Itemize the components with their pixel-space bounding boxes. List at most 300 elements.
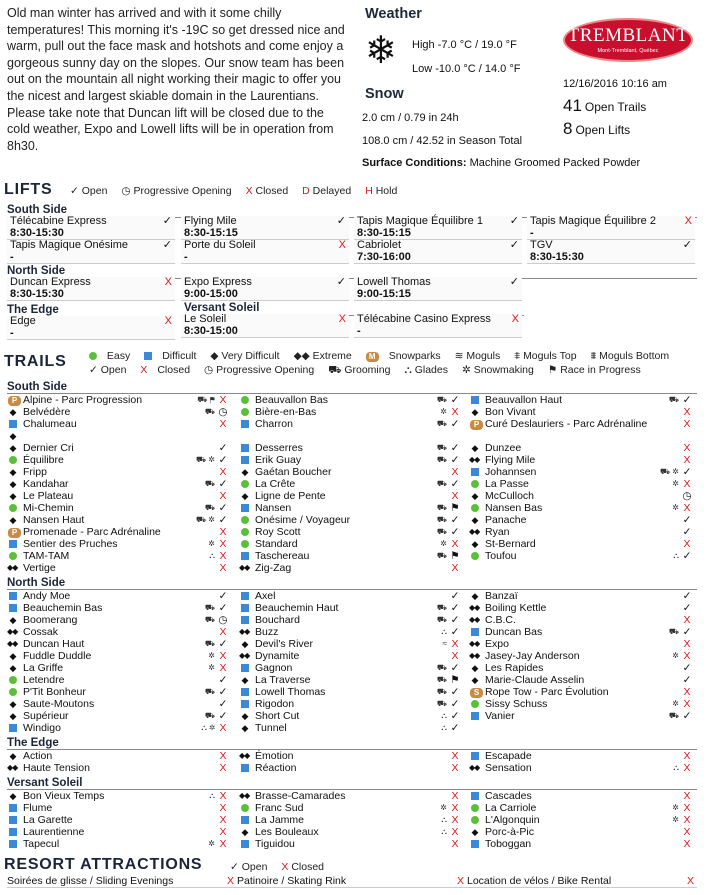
trail-row[interactable] — [239, 762, 463, 774]
trail-legend-snowparks: M Snowparks — [366, 350, 448, 362]
trail-row[interactable] — [239, 466, 463, 478]
trail-features: ✲ — [672, 651, 679, 660]
weather-title: Weather — [365, 6, 422, 22]
trail-row[interactable] — [469, 502, 695, 514]
trail-row[interactable] — [7, 406, 231, 418]
trail-row[interactable] — [469, 490, 695, 502]
trail-status-icon: ✓ — [450, 418, 460, 430]
trail-features: ⛟ — [436, 503, 447, 512]
temp-low: Low -10.0 °C / 14.0 °F — [412, 63, 521, 75]
trail-name: Kandahar — [23, 478, 69, 490]
trail-row[interactable] — [469, 418, 695, 430]
trail-status-icon: ✓ — [682, 394, 692, 406]
trail-name: Tapecul — [23, 838, 60, 850]
trail-features: ⛬ — [441, 627, 447, 636]
lift-hours: 9:00-15:15 — [357, 288, 411, 300]
trail-features: ✲ — [440, 803, 447, 812]
trail-row[interactable] — [7, 638, 231, 650]
trail-row[interactable] — [469, 590, 695, 602]
trail-legend-moguls-top: ⩨ Moguls Top — [514, 350, 577, 362]
trail-features: ✲ — [208, 651, 215, 660]
easy-icon — [8, 502, 18, 514]
very-difficult-icon: ◆ — [9, 479, 17, 489]
trail-row[interactable] — [469, 662, 695, 674]
lift-row[interactable] — [7, 316, 175, 340]
trail-row[interactable] — [7, 590, 231, 602]
trail-name: Alpine - Parc Progression — [23, 394, 143, 406]
trail-features: ⛟ — [436, 443, 447, 452]
trail-status-icon: ✓ — [218, 710, 228, 722]
snowpark-icon: P — [8, 394, 18, 406]
trail-row[interactable] — [239, 454, 463, 466]
trail-legend-race-in-progress: ⚑ Race in Progress — [547, 364, 641, 376]
trail-status-icon: X — [451, 538, 459, 550]
trail-status-icon: ✓ — [450, 722, 460, 734]
snowpark-icon: S — [470, 686, 480, 698]
lift-row[interactable] — [354, 277, 522, 301]
trail-features: ⛟ — [204, 639, 215, 648]
trail-row[interactable] — [469, 466, 695, 478]
lift-row[interactable] — [181, 216, 349, 240]
trail-features: ✲ — [440, 407, 447, 416]
trail-section-title: The Edge — [7, 737, 59, 749]
lift-hours: 8:30-15:15 — [357, 227, 411, 239]
trail-row[interactable] — [239, 826, 463, 838]
trail-row[interactable] — [7, 550, 231, 562]
trail-row[interactable] — [469, 762, 695, 774]
trail-legend-label: Snowmaking — [473, 364, 534, 376]
trail-status-icon: X — [219, 650, 227, 662]
extreme-icon: ◆◆ — [7, 627, 18, 636]
trail-row[interactable] — [469, 626, 695, 638]
trail-row[interactable] — [469, 686, 695, 698]
lift-status-open-icon: ✓ — [682, 239, 692, 251]
trail-status-icon: ◷ — [218, 614, 228, 626]
extreme-icon: ◆◆ — [7, 639, 18, 648]
trail-row[interactable] — [469, 650, 695, 662]
trail-row[interactable] — [239, 442, 463, 454]
extreme-icon: ◆◆ — [469, 455, 480, 464]
lift-row[interactable] — [354, 216, 522, 240]
trail-legend-moguls: ≋ Moguls — [454, 350, 501, 362]
trail-legend-closed: X Closed — [140, 364, 191, 376]
trail-row[interactable] — [239, 418, 463, 430]
attractions-heading: RESORT ATTRACTIONS — [4, 856, 203, 873]
trail-row[interactable] — [469, 454, 695, 466]
trail-status-icon: ✓ — [450, 442, 460, 454]
trail-row[interactable] — [7, 626, 231, 638]
trail-row[interactable] — [7, 698, 231, 710]
trail-name: Flying Mile — [485, 454, 536, 466]
trail-row[interactable] — [469, 538, 695, 550]
trail-name: Panache — [485, 514, 527, 526]
trail-row[interactable] — [239, 590, 463, 602]
trail-legend-difficult — [144, 350, 203, 362]
trail-status-icon: X — [219, 802, 227, 814]
trail-row[interactable] — [239, 638, 463, 650]
trail-legend-label: Extreme — [312, 350, 352, 362]
trail-features: ✲ — [672, 479, 679, 488]
trail-status-icon: ✓ — [218, 442, 228, 454]
surface-conditions — [362, 157, 640, 169]
easy-icon — [470, 698, 480, 710]
trail-status-icon: ✓ — [450, 514, 460, 526]
trail-row[interactable] — [239, 502, 463, 514]
trail-legend-label: Moguls Top — [523, 350, 577, 362]
trail-row[interactable] — [469, 526, 695, 538]
trail-features: ⛟ — [204, 407, 215, 416]
very-difficult-icon: ◆ — [9, 663, 17, 673]
section-title: The Edge — [7, 304, 59, 316]
very-difficult-icon: ◆ — [9, 751, 17, 761]
very-difficult-icon: ◆ — [9, 491, 17, 501]
trail-row[interactable] — [239, 790, 463, 802]
trail-row[interactable] — [239, 478, 463, 490]
trail-features: ⛟ — [668, 627, 679, 636]
trail-row[interactable] — [7, 394, 231, 406]
trail-name: Équilibre — [23, 454, 64, 466]
trail-row[interactable] — [469, 478, 695, 490]
lift-legend-open: ✓ Open — [70, 185, 108, 197]
trail-status-icon: X — [219, 550, 227, 562]
trail-row[interactable] — [7, 674, 231, 686]
trail-row[interactable] — [469, 838, 695, 850]
trail-features: ✲ — [672, 503, 679, 512]
lift-row[interactable] — [527, 216, 695, 240]
trail-legend-very-difficult: ◆ Very Difficult — [210, 350, 280, 362]
trail-row[interactable] — [7, 562, 231, 574]
lift-row[interactable] — [181, 240, 349, 264]
trail-name: Les Bouleaux — [255, 826, 319, 838]
trail-row[interactable] — [469, 614, 695, 626]
lift-row[interactable] — [7, 216, 175, 240]
difficult-icon — [470, 626, 480, 638]
trail-row[interactable] — [7, 614, 231, 626]
trail-row[interactable] — [7, 790, 231, 802]
trail-status-icon: X — [219, 490, 227, 502]
trail-row[interactable] — [239, 490, 463, 502]
trail-status-icon: X — [219, 526, 227, 538]
open-trails-count: 41 — [563, 96, 582, 115]
lift-row[interactable] — [181, 314, 349, 338]
lift-name: Cabriolet — [357, 239, 402, 251]
trail-row[interactable] — [7, 538, 231, 550]
trail-row[interactable] — [239, 526, 463, 538]
trail-row[interactable] — [7, 442, 231, 454]
lift-name: TGV — [530, 239, 553, 251]
trail-row[interactable] — [469, 698, 695, 710]
trail-row[interactable] — [469, 406, 695, 418]
attr-legend-label: Closed — [291, 861, 325, 873]
attraction-row[interactable] — [237, 875, 467, 888]
trail-row[interactable] — [7, 722, 231, 734]
lift-status-open-icon: ✓ — [336, 215, 346, 227]
trail-row[interactable] — [239, 406, 463, 418]
trail-row[interactable] — [239, 674, 463, 686]
trail-status-icon: ✓ — [450, 698, 460, 710]
trail-row[interactable] — [7, 750, 231, 762]
trail-name: Gaétan Boucher — [255, 466, 332, 478]
difficult-icon — [8, 838, 18, 850]
trail-row[interactable] — [7, 526, 231, 538]
trail-status-icon: ✓ — [682, 626, 692, 638]
trail-row[interactable] — [469, 674, 695, 686]
very-difficult-icon: ◆ — [471, 407, 479, 417]
trail-row[interactable] — [239, 562, 463, 574]
trail-name: Bière-en-Bas — [255, 406, 317, 418]
trail-row[interactable] — [469, 750, 695, 762]
trail-row[interactable] — [239, 602, 463, 614]
tremblant-logo[interactable] — [563, 18, 693, 62]
difficult-icon — [470, 838, 480, 850]
trail-row[interactable] — [239, 814, 463, 826]
trail-name: Duncan Haut — [23, 638, 85, 650]
trail-name: Tiguidou — [255, 838, 295, 850]
trail-name: La Passe — [485, 478, 529, 490]
trail-status-icon: ✓ — [218, 698, 228, 710]
trail-name: Dunzee — [485, 442, 522, 454]
trail-row[interactable] — [7, 514, 231, 526]
trail-row[interactable] — [469, 826, 695, 838]
trail-legend-label: Difficult — [162, 350, 197, 362]
trail-status-icon: ◷ — [682, 490, 692, 502]
trail-row[interactable] — [7, 502, 231, 514]
trail-status-icon: ✓ — [450, 454, 460, 466]
trail-name: Fuddle Duddle — [23, 650, 92, 662]
trail-status-icon: X — [451, 562, 459, 574]
trail-row[interactable] — [239, 514, 463, 526]
trail-name: Bon Vieux Temps — [23, 790, 105, 802]
trail-row[interactable] — [239, 650, 463, 662]
trail-row[interactable] — [7, 466, 231, 478]
trail-row[interactable] — [239, 538, 463, 550]
extreme-icon: ◆◆ — [239, 751, 250, 760]
difficult-icon — [8, 590, 18, 602]
weather-panel — [362, 6, 560, 147]
trail-status-icon: X — [219, 826, 227, 838]
trail-features: ⛟ — [436, 551, 447, 560]
trail-name: TAM-TAM — [23, 550, 70, 562]
trail-row[interactable] — [469, 790, 695, 802]
difficult-icon — [240, 838, 250, 850]
trail-name: Roy Scott — [255, 526, 301, 538]
lift-row[interactable] — [181, 277, 349, 301]
snowpark-icon: P — [470, 418, 480, 430]
trail-status-icon: X — [451, 838, 459, 850]
attraction-name: Patinoire / Skating Rink — [237, 875, 347, 887]
trail-row[interactable] — [469, 394, 695, 406]
trail-status-icon: X — [451, 406, 459, 418]
trail-name: Réaction — [255, 762, 297, 774]
lift-name: Flying Mile — [184, 215, 237, 227]
lift-row[interactable] — [527, 240, 695, 264]
extreme-icon: ◆◆ — [239, 627, 250, 636]
trail-row[interactable] — [7, 710, 231, 722]
trail-row[interactable] — [7, 826, 231, 838]
trail-row[interactable] — [239, 722, 463, 734]
trail-status-icon: ✓ — [682, 514, 692, 526]
lift-name: Expo Express — [184, 276, 252, 288]
trail-row[interactable] — [469, 442, 695, 454]
trail-row[interactable] — [469, 814, 695, 826]
lift-status-closed-icon: X — [164, 276, 172, 288]
very-difficult-icon: ◆ — [9, 651, 17, 661]
snow-title: Snow — [365, 86, 404, 102]
trail-status-icon: X — [451, 826, 459, 838]
very-difficult-icon: ◆ — [471, 675, 479, 685]
trail-name: Sentier des Pruches — [23, 538, 118, 550]
trail-status-icon: X — [683, 650, 691, 662]
trail-row[interactable] — [239, 394, 463, 406]
lift-row[interactable] — [354, 314, 522, 338]
trail-features: ✲ — [672, 803, 679, 812]
trail-row[interactable] — [239, 614, 463, 626]
trail-row[interactable] — [239, 662, 463, 674]
trail-row — [7, 430, 231, 442]
very-difficult-icon: ◆ — [241, 639, 249, 649]
trail-name: Desserres — [255, 442, 303, 454]
trail-row[interactable] — [7, 418, 231, 430]
trail-row[interactable] — [469, 710, 695, 722]
attr-legend-closed: X Closed — [281, 861, 325, 873]
trail-status-icon: X — [683, 790, 691, 802]
trail-name: Expo — [485, 638, 509, 650]
trail-row[interactable] — [7, 802, 231, 814]
trail-features: ⛟ — [436, 615, 447, 624]
trail-name: Dernier Cri — [23, 442, 74, 454]
trail-name: Sissy Schuss — [485, 698, 548, 710]
trail-row[interactable] — [239, 710, 463, 722]
trail-status-icon: X — [451, 814, 459, 826]
trail-row[interactable] — [7, 838, 231, 850]
easy-icon — [240, 514, 250, 526]
trail-features: ⛟ — [436, 603, 447, 612]
trail-row[interactable] — [7, 478, 231, 490]
lift-row[interactable] — [354, 240, 522, 264]
trail-row[interactable] — [7, 650, 231, 662]
difficult-icon — [470, 710, 480, 722]
easy-icon — [240, 802, 250, 814]
section-title: South Side — [7, 204, 68, 216]
trail-status-icon: X — [219, 626, 227, 638]
section-title: North Side — [7, 265, 66, 277]
trail-row[interactable] — [469, 514, 695, 526]
trail-row[interactable] — [7, 814, 231, 826]
easy-icon — [8, 674, 18, 686]
trail-status-icon: ✓ — [218, 602, 228, 614]
trail-name: Windigo — [23, 722, 61, 734]
trail-row[interactable] — [239, 698, 463, 710]
trail-legend-label: Glades — [414, 364, 448, 376]
attraction-name: Location de vélos / Bike Rental — [467, 875, 612, 887]
difficult-icon — [240, 602, 250, 614]
difficult-icon — [240, 418, 250, 430]
trail-features: ⛟ — [668, 711, 679, 720]
trail-name: La Griffe — [23, 662, 64, 674]
trail-name: La Carriole — [485, 802, 537, 814]
surface-value: Machine Groomed Packed Powder — [469, 157, 641, 169]
extreme-icon: ◆◆ — [469, 615, 480, 624]
trail-status-icon: ✓ — [218, 502, 228, 514]
trail-row[interactable] — [239, 750, 463, 762]
trail-row[interactable] — [469, 550, 695, 562]
lift-hours: - — [10, 251, 14, 263]
trail-name: Flume — [23, 802, 53, 814]
trail-legend-glades: ⛬ Glades — [404, 364, 448, 376]
very-difficult-icon: ◆ — [241, 491, 249, 501]
trail-features: ⛟ ✲ — [196, 515, 215, 524]
trail-row[interactable] — [7, 454, 231, 466]
trail-row[interactable] — [239, 686, 463, 698]
trail-row[interactable] — [7, 662, 231, 674]
trail-name: Axel — [255, 590, 276, 602]
difficult-icon — [240, 442, 250, 454]
trail-row[interactable] — [239, 838, 463, 850]
trail-row[interactable] — [239, 626, 463, 638]
lift-row[interactable] — [7, 277, 175, 301]
trail-name: Cascades — [485, 790, 532, 802]
very-difficult-icon: ◆ — [471, 539, 479, 549]
lift-hours: 8:30-15:30 — [10, 227, 64, 239]
trail-name: Andy Moe — [23, 590, 71, 602]
attraction-row[interactable] — [7, 875, 237, 888]
lift-hours: - — [10, 327, 14, 339]
trail-row[interactable] — [7, 762, 231, 774]
trail-name: Johannsen — [485, 466, 537, 478]
very-difficult-icon: ◆ — [9, 467, 17, 477]
trail-name: Vertige — [23, 562, 56, 574]
trail-name: Dynamite — [255, 650, 300, 662]
trail-name: Mi-Chemin — [23, 502, 74, 514]
trail-legend-grooming: ⛟ Grooming — [328, 364, 391, 376]
trail-features: ⛟ — [436, 663, 447, 672]
trail-row[interactable] — [7, 686, 231, 698]
trail-features: ⛟ — [436, 455, 447, 464]
very-difficult-icon: ◆ — [9, 699, 17, 709]
lift-row[interactable] — [7, 240, 175, 264]
trail-status-icon: X — [451, 802, 459, 814]
very-difficult-icon: ◆ — [471, 443, 479, 453]
trail-status-icon: X — [683, 686, 691, 698]
easy-icon — [470, 502, 480, 514]
easy-icon — [8, 550, 18, 562]
trail-name: La Crête — [255, 478, 296, 490]
lift-legend-label: Hold — [375, 185, 398, 197]
easy-icon — [470, 802, 480, 814]
trail-status-icon: ✓ — [218, 590, 228, 602]
lift-status-open-icon: ✓ — [336, 276, 346, 288]
trail-row[interactable] — [239, 550, 463, 562]
trail-row[interactable] — [7, 490, 231, 502]
trail-row[interactable] — [469, 602, 695, 614]
trail-row[interactable] — [239, 802, 463, 814]
trail-row[interactable] — [469, 802, 695, 814]
very-difficult-icon: ◆ — [241, 723, 249, 733]
trail-status-icon: ✓ — [218, 454, 228, 466]
attraction-status-icon: X — [686, 875, 694, 887]
trail-row[interactable] — [7, 602, 231, 614]
trail-name: Banzaï — [485, 590, 518, 602]
attraction-row[interactable] — [467, 875, 697, 888]
lift-legend-label: Closed — [255, 185, 289, 197]
trail-status-icon: X — [683, 478, 691, 490]
very-difficult-icon: ◆ — [471, 491, 479, 501]
trail-name: Charron — [255, 418, 293, 430]
trail-row[interactable] — [469, 638, 695, 650]
very-difficult-icon: ◆ — [471, 515, 479, 525]
difficult-icon — [240, 698, 250, 710]
logo-tagline: Mont-Tremblant, Québec — [597, 48, 659, 54]
